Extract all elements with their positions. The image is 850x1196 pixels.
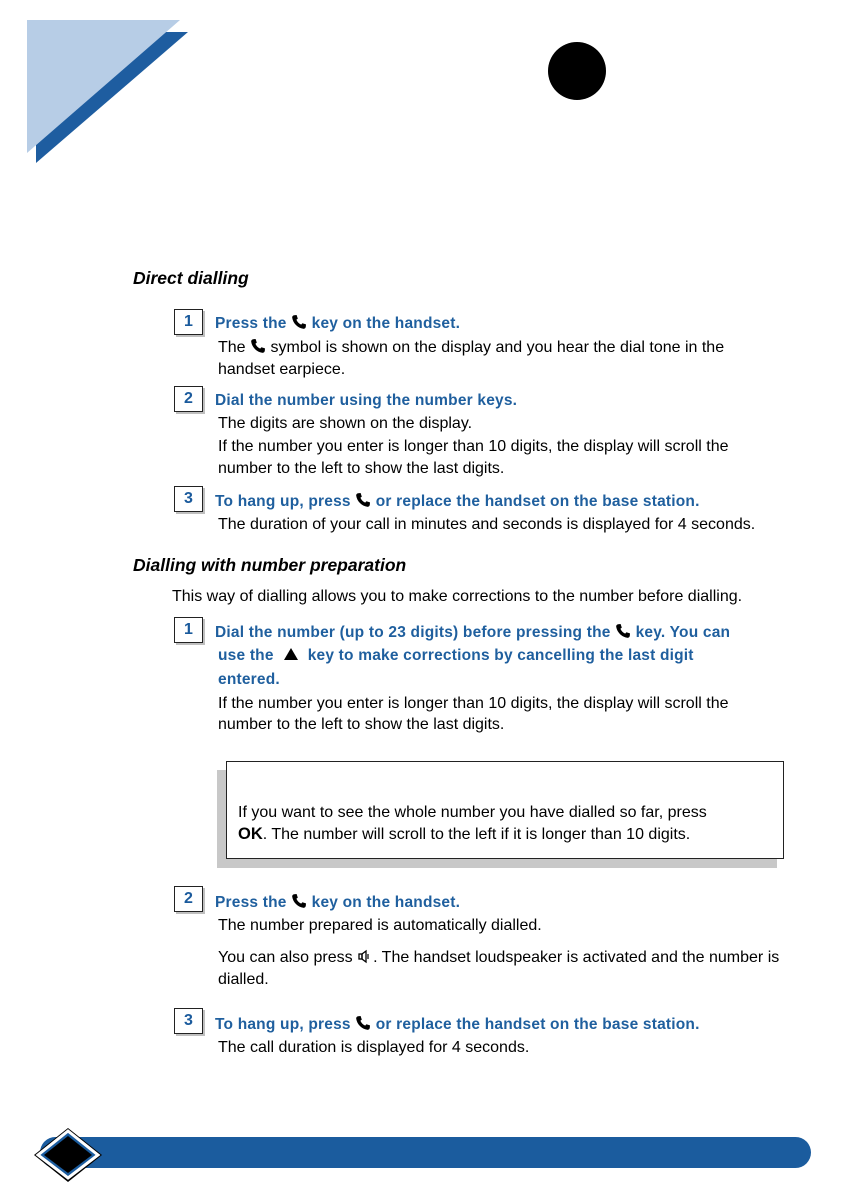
- section-title-number-preparation: Dialling with number preparation: [133, 555, 407, 575]
- phone-key-icon: [355, 1015, 371, 1031]
- up-arrow-key-icon: [283, 647, 299, 661]
- step-2-description-line-1: The digits are shown on the display.: [218, 415, 473, 432]
- prep-step-2-description-line-1: The number prepared is automatically dialled.: [218, 917, 542, 934]
- phone-key-icon: [291, 893, 307, 909]
- note-box: [226, 761, 784, 859]
- prep-step-2-description-line-3: dialled.: [218, 971, 269, 988]
- step-1-description-line-2: handset earpiece.: [218, 361, 346, 378]
- phone-symbol-icon: [250, 338, 266, 354]
- phone-key-icon: [615, 623, 631, 639]
- note-line-1: If you want to see the whole number you have dialled so far, press: [238, 804, 707, 821]
- step-2-description-line-2: If the number you enter is longer than 10 digits, the display will scroll the: [218, 438, 729, 455]
- prep-step-1-description-line-1: If the number you enter is longer than 10 digits, the display will scroll the: [218, 695, 729, 712]
- prep-step-1-description-line-2: number to the left to show the last digits.: [218, 716, 505, 733]
- phone-key-icon: [291, 314, 307, 330]
- black-dot-marker: [548, 42, 606, 100]
- prep-step-1-instruction-line-3: entered.: [218, 671, 280, 688]
- step-number-3: 3: [174, 486, 203, 512]
- loudspeaker-key-icon: [357, 949, 373, 964]
- diamond-icon: [28, 1126, 108, 1184]
- step-1-description-line-1: The symbol is shown on the display and you hear the dial tone in the: [218, 339, 725, 356]
- prep-step-number-2: 2: [174, 886, 203, 912]
- corner-decoration: [0, 0, 200, 170]
- section-intro: This way of dialling allows you to make corrections to the number before dialling.: [172, 588, 743, 605]
- prep-step-3-instruction: To hang up, press or replace the handset on the base station.: [215, 1016, 700, 1033]
- note-line-2: OK. The number will scroll to the left if it is longer than 10 digits.: [238, 825, 691, 843]
- step-number-1: 1: [174, 309, 203, 335]
- ok-key-label: OK: [238, 825, 263, 843]
- step-number-2: 2: [174, 386, 203, 412]
- footer-bar: [40, 1137, 811, 1168]
- section-title-direct-dialling: Direct dialling: [133, 268, 249, 288]
- phone-key-icon: [355, 492, 371, 508]
- step-3-instruction: To hang up, press or replace the handset on the base station.: [215, 493, 700, 510]
- step-3-description: The duration of your call in minutes and seconds is displayed for 4 seconds.: [218, 516, 756, 533]
- step-1-instruction: Press the key on the handset.: [215, 315, 461, 332]
- prep-step-number-1: 1: [174, 617, 203, 643]
- prep-step-3-description: The call duration is displayed for 4 seconds.: [218, 1039, 530, 1056]
- step-2-description-line-3: number to the left to show the last digits.: [218, 460, 505, 477]
- prep-step-2-instruction: Press the key on the handset.: [215, 894, 461, 911]
- prep-step-1-instruction-line-2: use the key to make corrections by cancelling the last digit: [218, 647, 694, 664]
- prep-step-number-3: 3: [174, 1008, 203, 1034]
- prep-step-1-instruction-line-1: Dial the number (up to 23 digits) before pressing the key. You can: [215, 624, 731, 641]
- step-2-instruction: Dial the number using the number keys.: [215, 392, 518, 409]
- prep-step-2-description-line-2: You can also press . The handset loudspeaker is activated and the number is: [218, 949, 780, 966]
